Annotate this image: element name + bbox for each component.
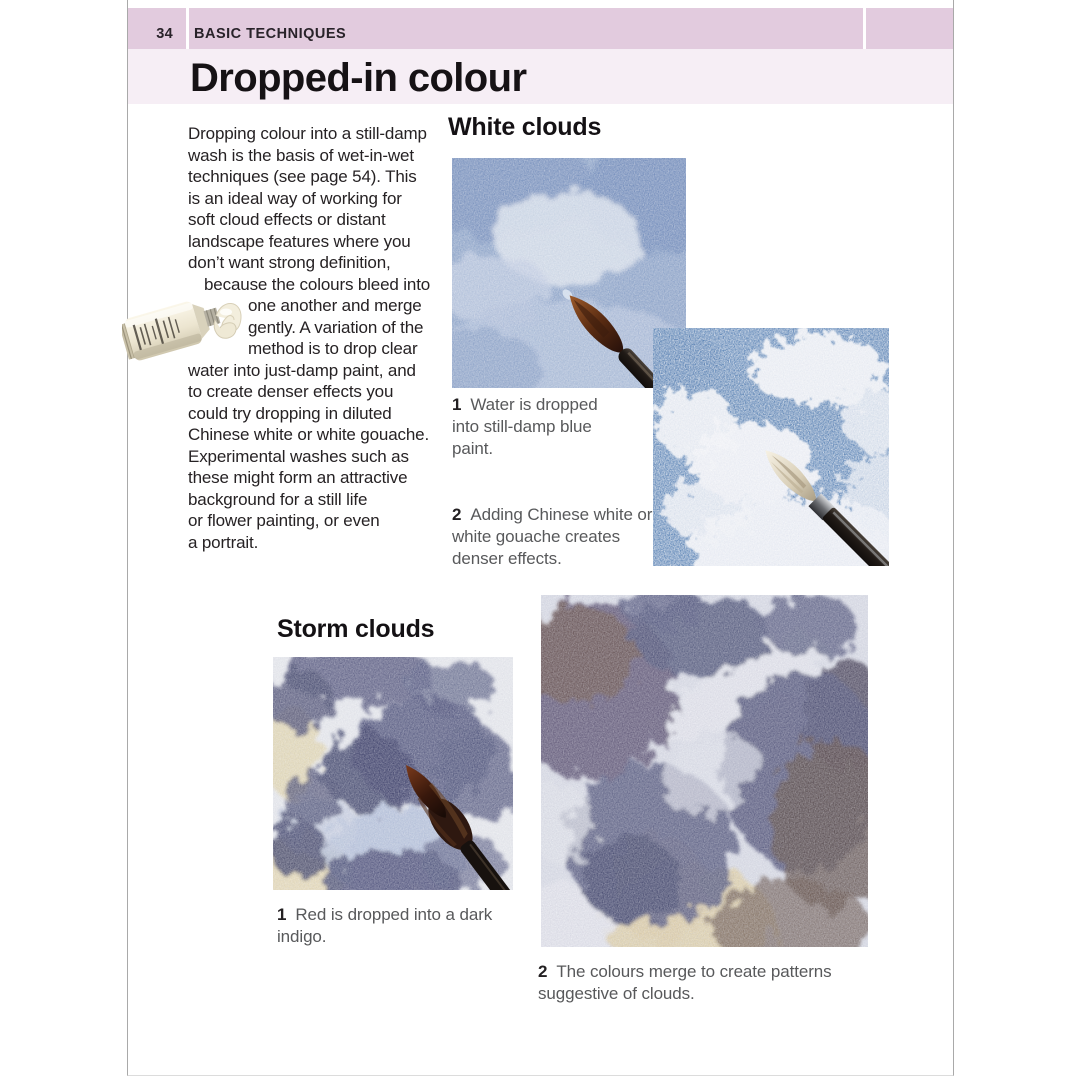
white-clouds-caption-1: [452, 394, 624, 459]
paint-tube: [122, 294, 224, 363]
intro-line: background for a still life: [188, 489, 368, 509]
intro-line: to create denser effects you: [188, 382, 394, 401]
intro-line: could try dropping in diluted: [188, 403, 392, 423]
intro-line: water into just-damp paint, and: [188, 360, 416, 380]
intro-line: because the colours bleed into: [204, 274, 431, 294]
intro-line: landscape features where you: [188, 231, 411, 251]
storm-clouds-heading: Storm clouds: [277, 615, 435, 643]
storm-clouds-photo-1: [273, 657, 513, 890]
caption-text: Water is dropped into still-damp blue paint.: [452, 395, 598, 458]
intro-line: techniques (see page 54). This: [188, 167, 417, 186]
intro-line: is an ideal way of working for: [188, 188, 402, 208]
paint-tube-photo: [122, 278, 242, 370]
header-divider-left: [186, 8, 189, 49]
page-title: Dropped-in colour: [190, 56, 527, 100]
white-clouds-heading: White clouds: [448, 113, 602, 141]
caption-text: Adding Chinese white or white gouache creates denser effects.: [452, 505, 653, 568]
header-divider-right: [863, 8, 866, 49]
title-band: [128, 49, 953, 104]
page-number: 34: [156, 26, 173, 42]
white-clouds-photo-1: [452, 158, 686, 388]
intro-line: Chinese white or white gouache.: [188, 425, 430, 444]
intro-line: soft cloud effects or distant: [188, 210, 386, 229]
intro-line: method is to drop clear: [248, 339, 418, 358]
intro-line: or flower painting, or even: [188, 511, 380, 530]
intro-line: wash is the basis of wet-in-wet: [188, 145, 414, 165]
intro-line: a portrait.: [188, 532, 259, 552]
storm-clouds-photo-2: [541, 595, 868, 947]
intro-line: gently. A variation of the: [248, 317, 424, 337]
intro-line: these might form an attractive: [188, 468, 408, 487]
intro-line: Dropping colour into a still-damp: [188, 124, 427, 143]
intro-line: one another and merge: [248, 296, 422, 315]
white-clouds-photo-2: [653, 328, 889, 566]
caption-number: 2: [452, 505, 462, 524]
caption-number: 1: [452, 395, 462, 414]
storm-clouds-caption-2: [538, 961, 850, 1005]
caption-number: 1: [277, 905, 287, 924]
caption-number: 2: [538, 962, 548, 981]
storm-clouds-caption-1: [277, 904, 515, 948]
section-title: BASIC TECHNIQUES: [194, 26, 347, 42]
header-band: [128, 8, 953, 49]
intro-line: don’t want strong definition,: [188, 253, 391, 272]
caption-text: The colours merge to create patterns suggestive of clouds.: [538, 962, 832, 1003]
white-clouds-caption-2: [452, 504, 654, 569]
caption-text: Red is dropped into a dark indigo.: [277, 905, 493, 946]
intro-line: Experimental washes such as: [188, 446, 409, 466]
